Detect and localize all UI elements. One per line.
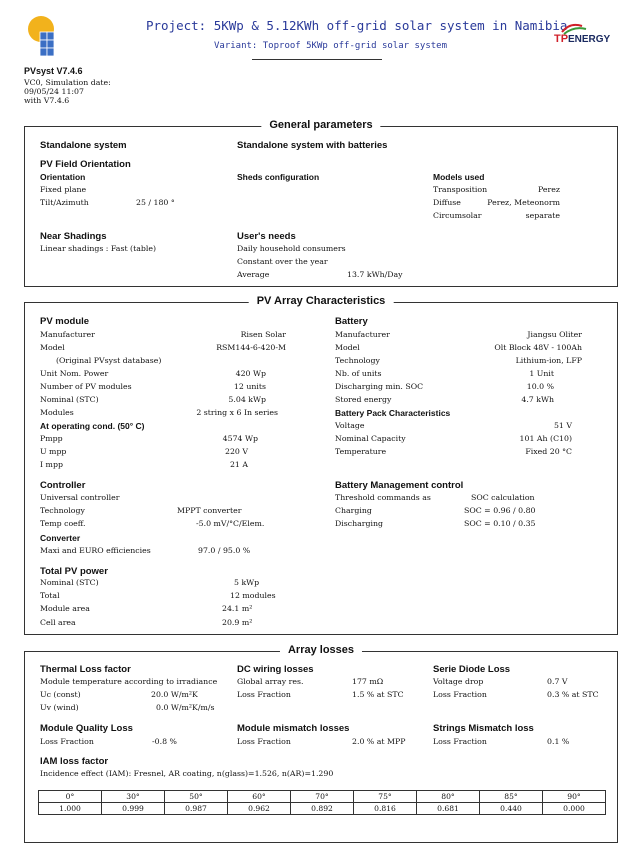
temperature-value: Fixed 20 °C	[525, 447, 572, 456]
uc-label: Uc (const)	[40, 690, 81, 699]
mm-loss-label: Loss Fraction	[237, 737, 291, 746]
ctrl-technology-label: Technology	[40, 506, 85, 515]
iam-angle-cell: 30°	[102, 791, 165, 803]
pv-model-label: Model	[40, 343, 65, 352]
operating-cond-heading: At operating cond. (50° C)	[40, 421, 145, 431]
serie-diode-heading: Serie Diode Loss	[433, 664, 511, 675]
variant-title: Variant: Toproof 5KWp off-grid solar system	[214, 41, 447, 51]
iam-angle-cell: 60°	[228, 791, 291, 803]
brand-logo	[552, 20, 622, 50]
threshold-label: Threshold commands as	[335, 493, 431, 502]
transposition-label: Transposition	[433, 185, 488, 194]
brand-name: ENERGY	[568, 34, 611, 45]
temp-coeff-label: Temp coeff.	[40, 519, 86, 528]
diode-loss-value: 0.3 % at STC	[547, 690, 599, 699]
meta-line-3: with V7.4.6	[24, 96, 70, 105]
diode-loss-label: Loss Fraction	[433, 690, 487, 699]
unit-nom-power-value: 420 Wp	[235, 369, 266, 378]
nb-units-label: Nb. of units	[335, 369, 382, 378]
converter-heading: Converter	[40, 533, 81, 543]
pvsyst-logo	[26, 14, 66, 58]
near-shadings-heading: Near Shadings	[40, 231, 107, 242]
stored-energy-label: Stored energy	[335, 395, 392, 404]
dc-loss-label: Loss Fraction	[237, 690, 291, 699]
iam-angle-cell: 80°	[417, 791, 480, 803]
cell-area-value: 20.9 m²	[222, 618, 253, 627]
tilt-azimuth-label: Tilt/Azimuth	[40, 198, 89, 207]
diffuse-label: Diffuse	[433, 198, 461, 207]
iam-value-cell: 0.999	[102, 803, 165, 815]
daily-household: Daily household consumers	[237, 244, 346, 253]
pv-module-heading: PV module	[40, 316, 90, 327]
voltage-drop-value: 0.7 V	[547, 677, 568, 686]
uv-value: 0.0 W/m²K/m/s	[156, 703, 215, 712]
nb-units-value: 1 Unit	[529, 369, 554, 378]
bat-model-label: Model	[335, 343, 360, 352]
dc-wiring-heading: DC wiring losses	[237, 664, 314, 675]
ctrl-technology-value: MPPT converter	[177, 506, 242, 515]
thermal-heading: Thermal Loss factor	[40, 664, 131, 675]
users-needs-heading: User's needs	[237, 231, 296, 242]
nominal-capacity-value: 101 Ah (C10)	[519, 434, 572, 443]
iam-angle-cell: 75°	[354, 791, 417, 803]
original-db: (Original PVsyst database)	[56, 356, 162, 365]
voltage-drop-label: Voltage drop	[433, 677, 484, 686]
iam-value-cell: 0.000	[543, 803, 606, 815]
technology-value: Lithium-ion, LFP	[515, 356, 582, 365]
iam-angle-cell: 0°	[39, 791, 102, 803]
uc-value: 20.0 W/m²K	[151, 690, 198, 699]
sm-loss-value: 0.1 %	[547, 737, 570, 746]
max-euro-value: 97.0 / 95.0 %	[198, 546, 251, 555]
global-res-value: 177 mΩ	[352, 677, 384, 686]
charging-value: SOC = 0.96 / 0.80	[464, 506, 536, 515]
models-used-heading: Models used	[433, 172, 485, 182]
total-pv-power-heading: Total PV power	[40, 566, 108, 577]
num-modules-value: 12 units	[233, 382, 266, 391]
controller-heading: Controller	[40, 480, 86, 491]
impp-value: 21 A	[229, 460, 248, 469]
module-area-label: Module area	[40, 604, 90, 613]
transposition-value: Perez	[538, 185, 560, 194]
module-temp: Module temperature according to irradiance	[40, 677, 218, 686]
voltage-label: Voltage	[335, 421, 365, 430]
bat-manufacturer-label: Manufacturer	[335, 330, 390, 339]
mm-loss-value: 2.0 % at MPP	[352, 737, 406, 746]
uv-label: Uv (wind)	[40, 703, 79, 712]
global-res-label: Global array res.	[237, 677, 304, 686]
sheds-configuration-heading: Sheds configuration	[237, 172, 320, 182]
stored-energy-value: 4.7 kWh	[521, 395, 554, 404]
bat-model-value: Olt Block 48V - 100Ah	[494, 343, 582, 352]
iam-angle-cell: 90°	[543, 791, 606, 803]
sm-loss-label: Loss Fraction	[433, 737, 487, 746]
nominal-capacity-label: Nominal Capacity	[335, 434, 406, 443]
iam-value-cell: 0.962	[228, 803, 291, 815]
iam-description: Incidence effect (IAM): Fresnel, AR coating, n(glass)=1.526, n(AR)=1.290	[40, 769, 334, 778]
meta-line-2: 09/05/24 11:07	[24, 87, 84, 96]
iam-value-cell: 0.892	[291, 803, 354, 815]
software-version: PVsyst V7.4.6	[24, 66, 83, 76]
bms-heading: Battery Management control	[335, 480, 464, 491]
linear-shadings: Linear shadings : Fast (table)	[40, 244, 157, 253]
module-mismatch-heading: Module mismatch losses	[237, 723, 350, 734]
umpp-label: U mpp	[40, 447, 67, 456]
iam-angle-cell: 70°	[291, 791, 354, 803]
modules-value: 2 string x 6 In series	[196, 408, 278, 417]
variant-underline	[252, 59, 382, 60]
discharging-value: SOC = 0.10 / 0.35	[464, 519, 536, 528]
iam-angle-cell: 50°	[165, 791, 228, 803]
iam-value-cell: 0.440	[480, 803, 543, 815]
nominal-stc-value: 5.04 kWp	[228, 395, 266, 404]
brand-prefix: TP	[554, 33, 569, 45]
pv-field-orientation-heading: PV Field Orientation	[40, 159, 131, 170]
iam-table	[38, 790, 606, 815]
unit-nom-power-label: Unit Nom. Power	[40, 369, 109, 378]
discharging-min-value: 10.0 %	[526, 382, 554, 391]
tot-nominal-value: 5 kWp	[234, 578, 260, 587]
discharging-label: Discharging	[335, 519, 384, 528]
module-quality-heading: Module Quality Loss	[40, 723, 133, 734]
section-title: PV Array Characteristics	[249, 295, 394, 307]
standalone-system-heading: Standalone system	[40, 140, 127, 151]
num-modules-label: Number of PV modules	[40, 382, 132, 391]
iam-value-cell: 1.000	[39, 803, 102, 815]
iam-angles-row	[39, 791, 606, 803]
section-title: Array losses	[280, 644, 362, 656]
section-title: General parameters	[261, 119, 380, 131]
temp-coeff-value: -5.0 mV/°C/Elem.	[196, 519, 265, 528]
iam-value-cell: 0.816	[354, 803, 417, 815]
total-value: 12 modules	[230, 591, 276, 600]
threshold-value: SOC calculation	[471, 493, 535, 502]
fixed-plane: Fixed plane	[40, 185, 87, 194]
iam-values-row	[39, 803, 606, 815]
project-title: Project: 5KWp & 5.12KWh off-grid solar system in Namibia	[146, 18, 568, 33]
meta-line-1: VC0, Simulation date:	[24, 78, 111, 87]
impp-label: I mpp	[40, 460, 63, 469]
iam-value-cell: 0.987	[165, 803, 228, 815]
tilt-azimuth-value: 25 / 180 °	[136, 198, 175, 207]
orientation-label: Orientation	[40, 172, 86, 182]
pv-model-value: RSM144-6-420-M	[216, 343, 286, 352]
constant-year: Constant over the year	[237, 257, 328, 266]
strings-mismatch-heading: Strings Mismatch loss	[433, 723, 534, 734]
module-area-value: 24.1 m²	[222, 604, 253, 613]
total-label: Total	[40, 591, 60, 600]
average-label: Average	[237, 270, 270, 279]
tot-nominal-label: Nominal (STC)	[40, 578, 99, 587]
standalone-batteries-heading: Standalone system with batteries	[237, 140, 388, 151]
technology-label: Technology	[335, 356, 380, 365]
dc-loss-value: 1.5 % at STC	[352, 690, 404, 699]
max-euro-label: Maxi and EURO efficiencies	[40, 546, 151, 555]
battery-heading: Battery	[335, 316, 368, 327]
cell-area-label: Cell area	[40, 618, 76, 627]
universal-controller: Universal controller	[40, 493, 120, 502]
temperature-label: Temperature	[335, 447, 387, 456]
voltage-value: 51 V	[553, 421, 572, 430]
pmpp-value: 4574 Wp	[222, 434, 258, 443]
pmpp-label: Pmpp	[40, 434, 63, 443]
modules-label: Modules	[40, 408, 74, 417]
bat-manufacturer-value: Jiangsu Oliter	[527, 330, 582, 339]
iam-value-cell: 0.681	[417, 803, 480, 815]
circumsolar-value: separate	[525, 211, 560, 220]
charging-label: Charging	[335, 506, 372, 515]
iam-angle-cell: 85°	[480, 791, 543, 803]
pv-manufacturer-value: Risen Solar	[240, 330, 286, 339]
average-value: 13.7 kWh/Day	[347, 270, 403, 279]
diffuse-value: Perez, Meteonorm	[487, 198, 560, 207]
discharging-min-label: Discharging min. SOC	[335, 382, 424, 391]
nominal-stc-label: Nominal (STC)	[40, 395, 99, 404]
battery-pack-heading: Battery Pack Characteristics	[335, 408, 451, 418]
pv-manufacturer-label: Manufacturer	[40, 330, 95, 339]
iam-heading: IAM loss factor	[40, 756, 109, 767]
circumsolar-label: Circumsolar	[433, 211, 482, 220]
mq-loss-label: Loss Fraction	[40, 737, 94, 746]
umpp-value: 220 V	[225, 447, 248, 456]
mq-loss-value: -0.8 %	[152, 737, 177, 746]
